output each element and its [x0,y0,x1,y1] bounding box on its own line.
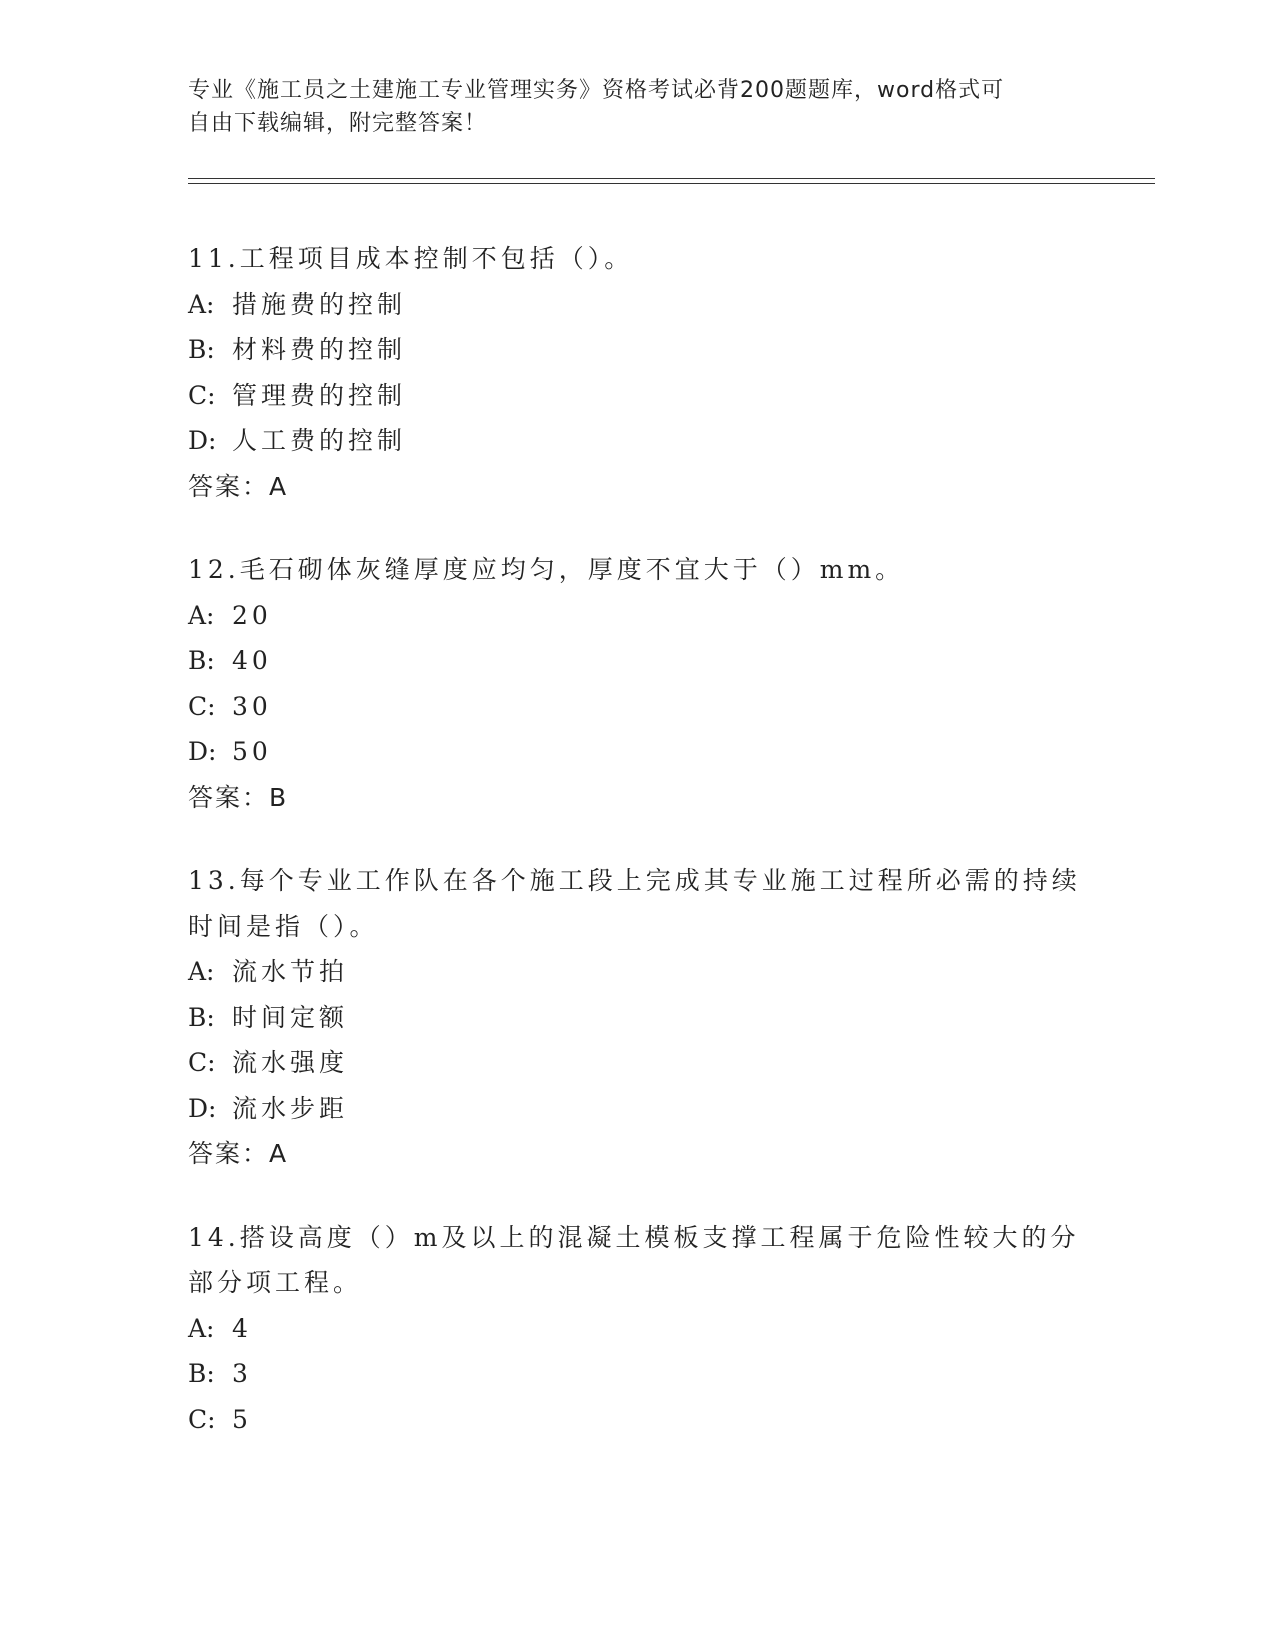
option-b [188,327,1088,373]
option-a [188,1306,1088,1352]
option-text: 措施费的控制 [232,289,407,319]
option-key: B: [188,1002,215,1032]
question-14 [188,1215,1088,1443]
option-key: B: [188,1359,215,1388]
option-text: 管理费的控制 [232,380,407,410]
answer-line: 答案：B [188,782,289,812]
header-line-1: 专业《施工员之土建施工专业管理实务》资格考试必背200题题库，word格式可 [188,78,1005,103]
document-header [188,74,1068,140]
option-a [188,949,1088,995]
option-key: A: [188,957,215,986]
header-divider-bottom [188,183,1155,184]
option-text: 时间定额 [232,1002,349,1032]
option-key: C: [188,380,216,410]
question-text-line-2: 部分项工程。 [188,1268,363,1297]
option-text: 人工费的控制 [232,426,407,455]
option-key: A: [188,600,215,630]
option-c [188,1397,1088,1443]
option-text: 30 [232,691,272,721]
option-text: 50 [232,737,272,766]
option-text: 材料费的控制 [232,335,407,364]
question-13 [188,858,1088,1177]
option-key: C: [188,1404,216,1434]
option-key: C: [188,1048,216,1077]
question-text: 12.毛石砌体灰缝厚度应均匀，厚度不宜大于（）mm。 [188,555,905,584]
option-a [188,282,1088,328]
option-d [188,418,1088,464]
option-text: 3 [232,1359,252,1388]
option-b [188,638,1088,684]
option-text: 4 [232,1313,252,1343]
option-text: 流水步距 [232,1093,349,1123]
question-text: 11.工程项目成本控制不包括（）。 [188,244,634,273]
option-text: 流水节拍 [232,957,349,986]
option-a [188,593,1088,639]
option-key: B: [188,646,215,675]
option-key: A: [188,289,215,319]
answer-line: 答案：A [188,471,289,501]
question-12 [188,547,1088,820]
question-text-line-2: 时间是指（）。 [188,911,379,941]
option-text: 40 [232,646,272,675]
option-c [188,684,1088,730]
answer-line: 答案：A [188,1139,289,1168]
option-text: 流水强度 [232,1048,349,1077]
option-key: C: [188,691,216,721]
option-key: D: [188,1093,217,1123]
option-key: B: [188,335,215,364]
option-key: D: [188,737,217,766]
header-line-2: 自由下载编辑，附完整答案！ [188,111,488,136]
option-b [188,995,1088,1041]
option-c [188,373,1088,419]
option-d [188,1086,1088,1132]
option-d [188,729,1088,775]
option-key: A: [188,1313,215,1343]
question-text-line-1: 13.每个专业工作队在各个施工段上完成其专业施工过程所必需的持续 [188,866,1081,895]
question-11 [188,236,1088,509]
option-text: 5 [232,1404,252,1434]
header-divider-top [188,178,1155,179]
option-c [188,1040,1088,1086]
question-text-line-1: 14.搭设高度（）m及以上的混凝土模板支撑工程属于危险性较大的分 [188,1222,1080,1252]
option-b [188,1351,1088,1397]
option-text: 20 [232,600,272,630]
option-key: D: [188,426,217,455]
question-list [188,236,1088,1480]
